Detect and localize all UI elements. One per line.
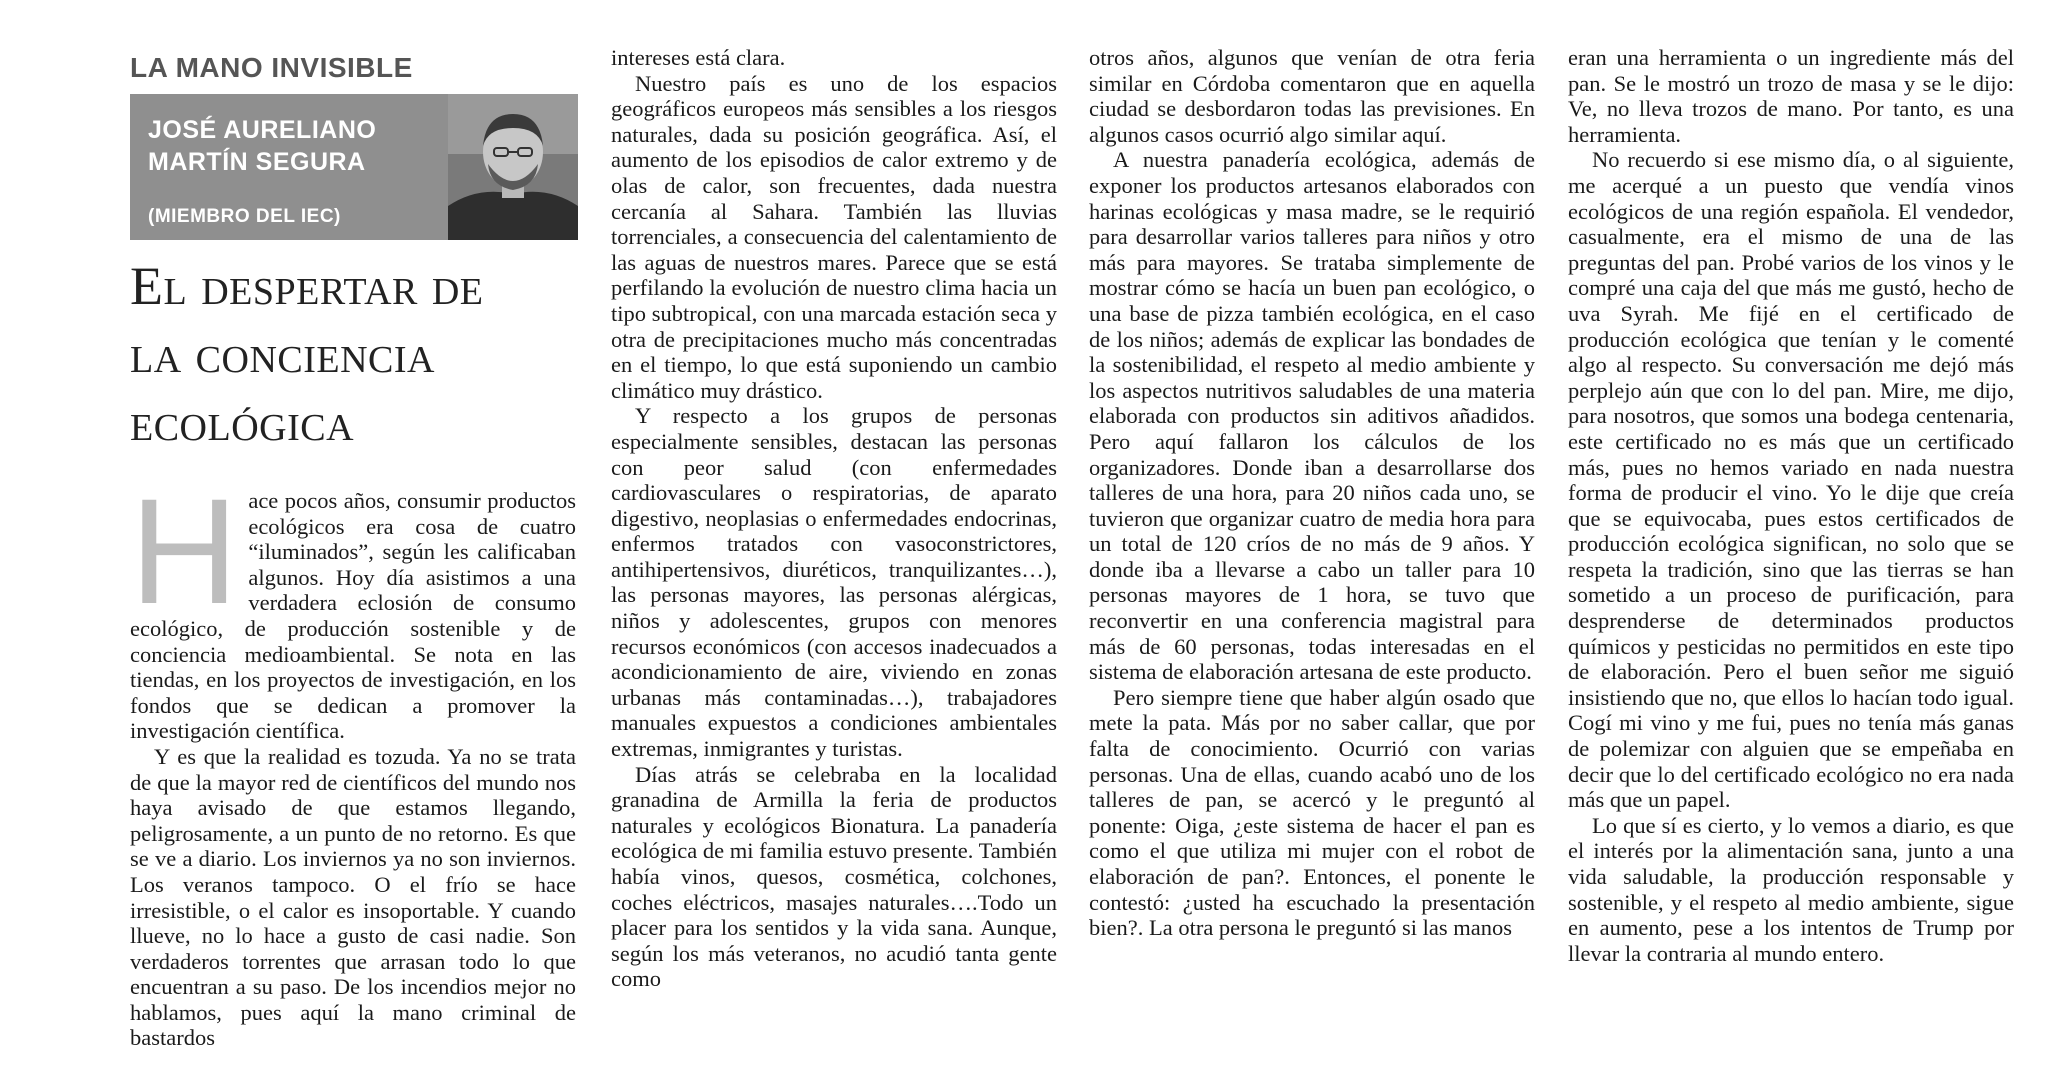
article-paragraph: No recuerdo si ese mismo día, o al siguiente, me acerqué a un puesto que vendía vinos ecológicos de una región española. El vendedor, casualmente, era el mismo de una de las preguntas del pan. Probé varios de los vinos y le compré una caja del que más me gustó, hecho de uva Syrah. Me fijé en el certificado de producción ecológica que tenían y le comenté algo al respecto. Su conversación me dejó más perplejo aún que con lo del pan. Mire, me dijo, para nosotros, que somos una bodega centenaria, este certificado no es más que un certificado más, pues no hemos variado en nada nuestra forma de producir el vino. Yo le dije que creía que se equivocaba, pues estos certificados de producción ecológica significan, no solo que se respeta la tradición, sino que las tierras se han sometido a un proceso de purificación, para desprenderse de determinados productos químicos y pesticidas no permitidos en este tipo de elaboración. Pero el buen señor me siguió insistiendo que no, que ellos lo hacían todo igual. Cogí mi vino y me fui, pues no tenía más ganas de polemizar con alguien que se empeñaba en decir que lo del certificado ecológico no era nada más que un papel. (1568, 147, 2014, 813)
author-line-2: MARTÍN SEGURA (148, 148, 366, 176)
author-name (148, 114, 376, 178)
article-paragraph: Y es que la realidad es tozuda. Ya no se trata de que la mayor red de científicos del mundo nos haya avisado de que estamos llegando, peligrosamente, a un punto de no retorno. Es que se ve a diario. Los inviernos ya no son inviernos. Los veranos tampoco. O el frío se hace irresistible, o el calor es insoportable. Y cuando llueve, no lo hace a gusto de casi nadie. Son verdaderos torrentes que arrasan todo lo que encuentran a su paso. De los incendios mejor no hablamos, pues aquí la mano criminal de bastardos (130, 743, 576, 1051)
article-column-1 (130, 467, 576, 1051)
article-paragraph: intereses está clara. (611, 45, 786, 70)
article-paragraph: Nuestro país es uno de los espacios geográficos europeos más sensibles a los riesgos naturales, dada su posición geográfica. Así, el aumento de los episodios de calor extremo y de olas de calor, son frecuentes, dada nuestra cercanía al Sahara. También las lluvias torrenciales, a consecuencia del calentamiento de las aguas de nuestros mares. Parece que se está perfilando la evolución de nuestro clima hacia un tipo subtropical, con una marcada estación seca y otra de precipitaciones mucho más concentradas en el tiempo, lo que está suponiendo un cambio climático muy drástico. (611, 70, 1057, 403)
headline-line-1: El despertar de (130, 256, 484, 316)
article-column-2 (611, 45, 1057, 992)
article-paragraph: Pero siempre tiene que haber algún osado que mete la pata. Más por no saber callar, que por falta de conocimiento. Ocurrió con varias personas. Una de ellas, cuando acabó uno de los talleres de pan, se acercó y le preguntó al ponente: Oiga, ¿este sistema de hacer el pan es como el que utiliza mi mujer con el robot de elaboración de pan?. Entonces, el ponente le contestó: ¿usted ha escuchado la presentación bien?. La otra persona le preguntó si las manos (1089, 684, 1535, 941)
article-paragraph: Y respecto a los grupos de personas especialmente sensibles, destacan las personas con peor salud (con enfermedades cardiovasculares o respiratorias, de aparato digestivo, neoplasias o enfermedades endocrinas, enfermos tratados con vasoconstrictores, antihipertensivos, diuréticos, tranquilizantes…), las personas mayores, las personas alérgicas, niños y adolescentes, grupos con menores recursos económicos (con accesos inadecuados a acondicionamiento de aire, viviendo en zonas urbanas más contaminadas…), trabajadores manuales expuestos a condiciones ambientales extremas, inmigrantes y turistas. (611, 403, 1057, 762)
article-column-3 (1089, 45, 1535, 941)
headline-line-3: ecológica (130, 392, 355, 452)
article-paragraph: otros años, algunos que venían de otra feria similar en Córdoba comentaron que en aquella ciudad se desbordaron todas las previsiones. En algunos casos ocurrió algo similar aquí. (1089, 45, 1535, 147)
article-paragraph: eran una herramienta o un ingrediente más del pan. Se le mostró un trozo de masa y se le dijo: Ve, no lleva trozos de mano. Por tanto, es una herramienta. (1568, 45, 2014, 147)
article-paragraph (130, 467, 576, 744)
headline-line-2: la conciencia (130, 324, 435, 384)
author-affiliation: (MIEMBRO DEL IEC) (148, 206, 341, 227)
article-paragraph: Lo que sí es cierto, y lo vemos a diario, es que el interés por la alimentación sana, junto a una vida saludable, la producción responsable y sostenible, y el respeto al medio ambiente, sigue en aumento, pese a los intentos de Trump por llevar la contraria al mundo entero. (1568, 812, 2014, 966)
author-line-1: JOSÉ AURELIANO (148, 116, 377, 144)
article-paragraph: A nuestra panadería ecológica, además de exponer los productos artesanos elaborados con harinas ecológicas y masa madre, se le requirió para desarrollar varios talleres para niños y otro más para mayores. Se trataba simplemente de mostrar cómo se hacía un buen pan ecológico, o una base de pizza también ecológica, en el caso de los niños; además de explicar las bondades de la sostenibilidad, el respeto al medio ambiente y los aspectos nutritivos saludables de una materia elaborada con productos sin aditivos añadidos. Pero aquí fallaron los cálculos de los organizadores. Donde iban a desarrollarse dos talleres de una hora, para 20 niños cada uno, se tuvieron que organizar cuatro de media hora para un total de 120 críos de no más de 9 años. Y donde iba a llevarse a cabo un taller para 10 personas mayores de 1 hora, se tuvo que reconvertir en una conferencia magistral para más de 60 personas, todas interesadas en el sistema de elaboración artesana de este producto. (1089, 147, 1535, 685)
drop-cap: H (130, 467, 239, 635)
author-portrait-image (448, 94, 578, 240)
paragraph-text: ace pocos años, consumir productos ecológicos era cosa de cuatro “iluminados”, según les calificaban algunos. Hoy día asistimos a una verdadera eclosión de consumo ecológico, de producción sostenible y de conciencia medioambiental. Se nota en las tiendas, en los proyectos de investigación, en los fondos que se dedican a promover la investigación científica. (130, 488, 576, 744)
headline (130, 252, 580, 456)
article-paragraph: Días atrás se celebraba en la localidad granadina de Armilla la feria de productos naturales y ecológicos Bionatura. La panadería ecológica de mi familia estuvo presente. También había vinos, quesos, cosmética, colchones, coches eléctricos, masajes naturales….Todo un placer para los sentidos y la vida sana. Aunque, según los más veteranos, no acudió tanta gente como (611, 761, 1057, 992)
article-column-4 (1568, 45, 2014, 966)
section-label: LA MANO INVISIBLE (130, 52, 413, 83)
author-photo (448, 94, 578, 240)
